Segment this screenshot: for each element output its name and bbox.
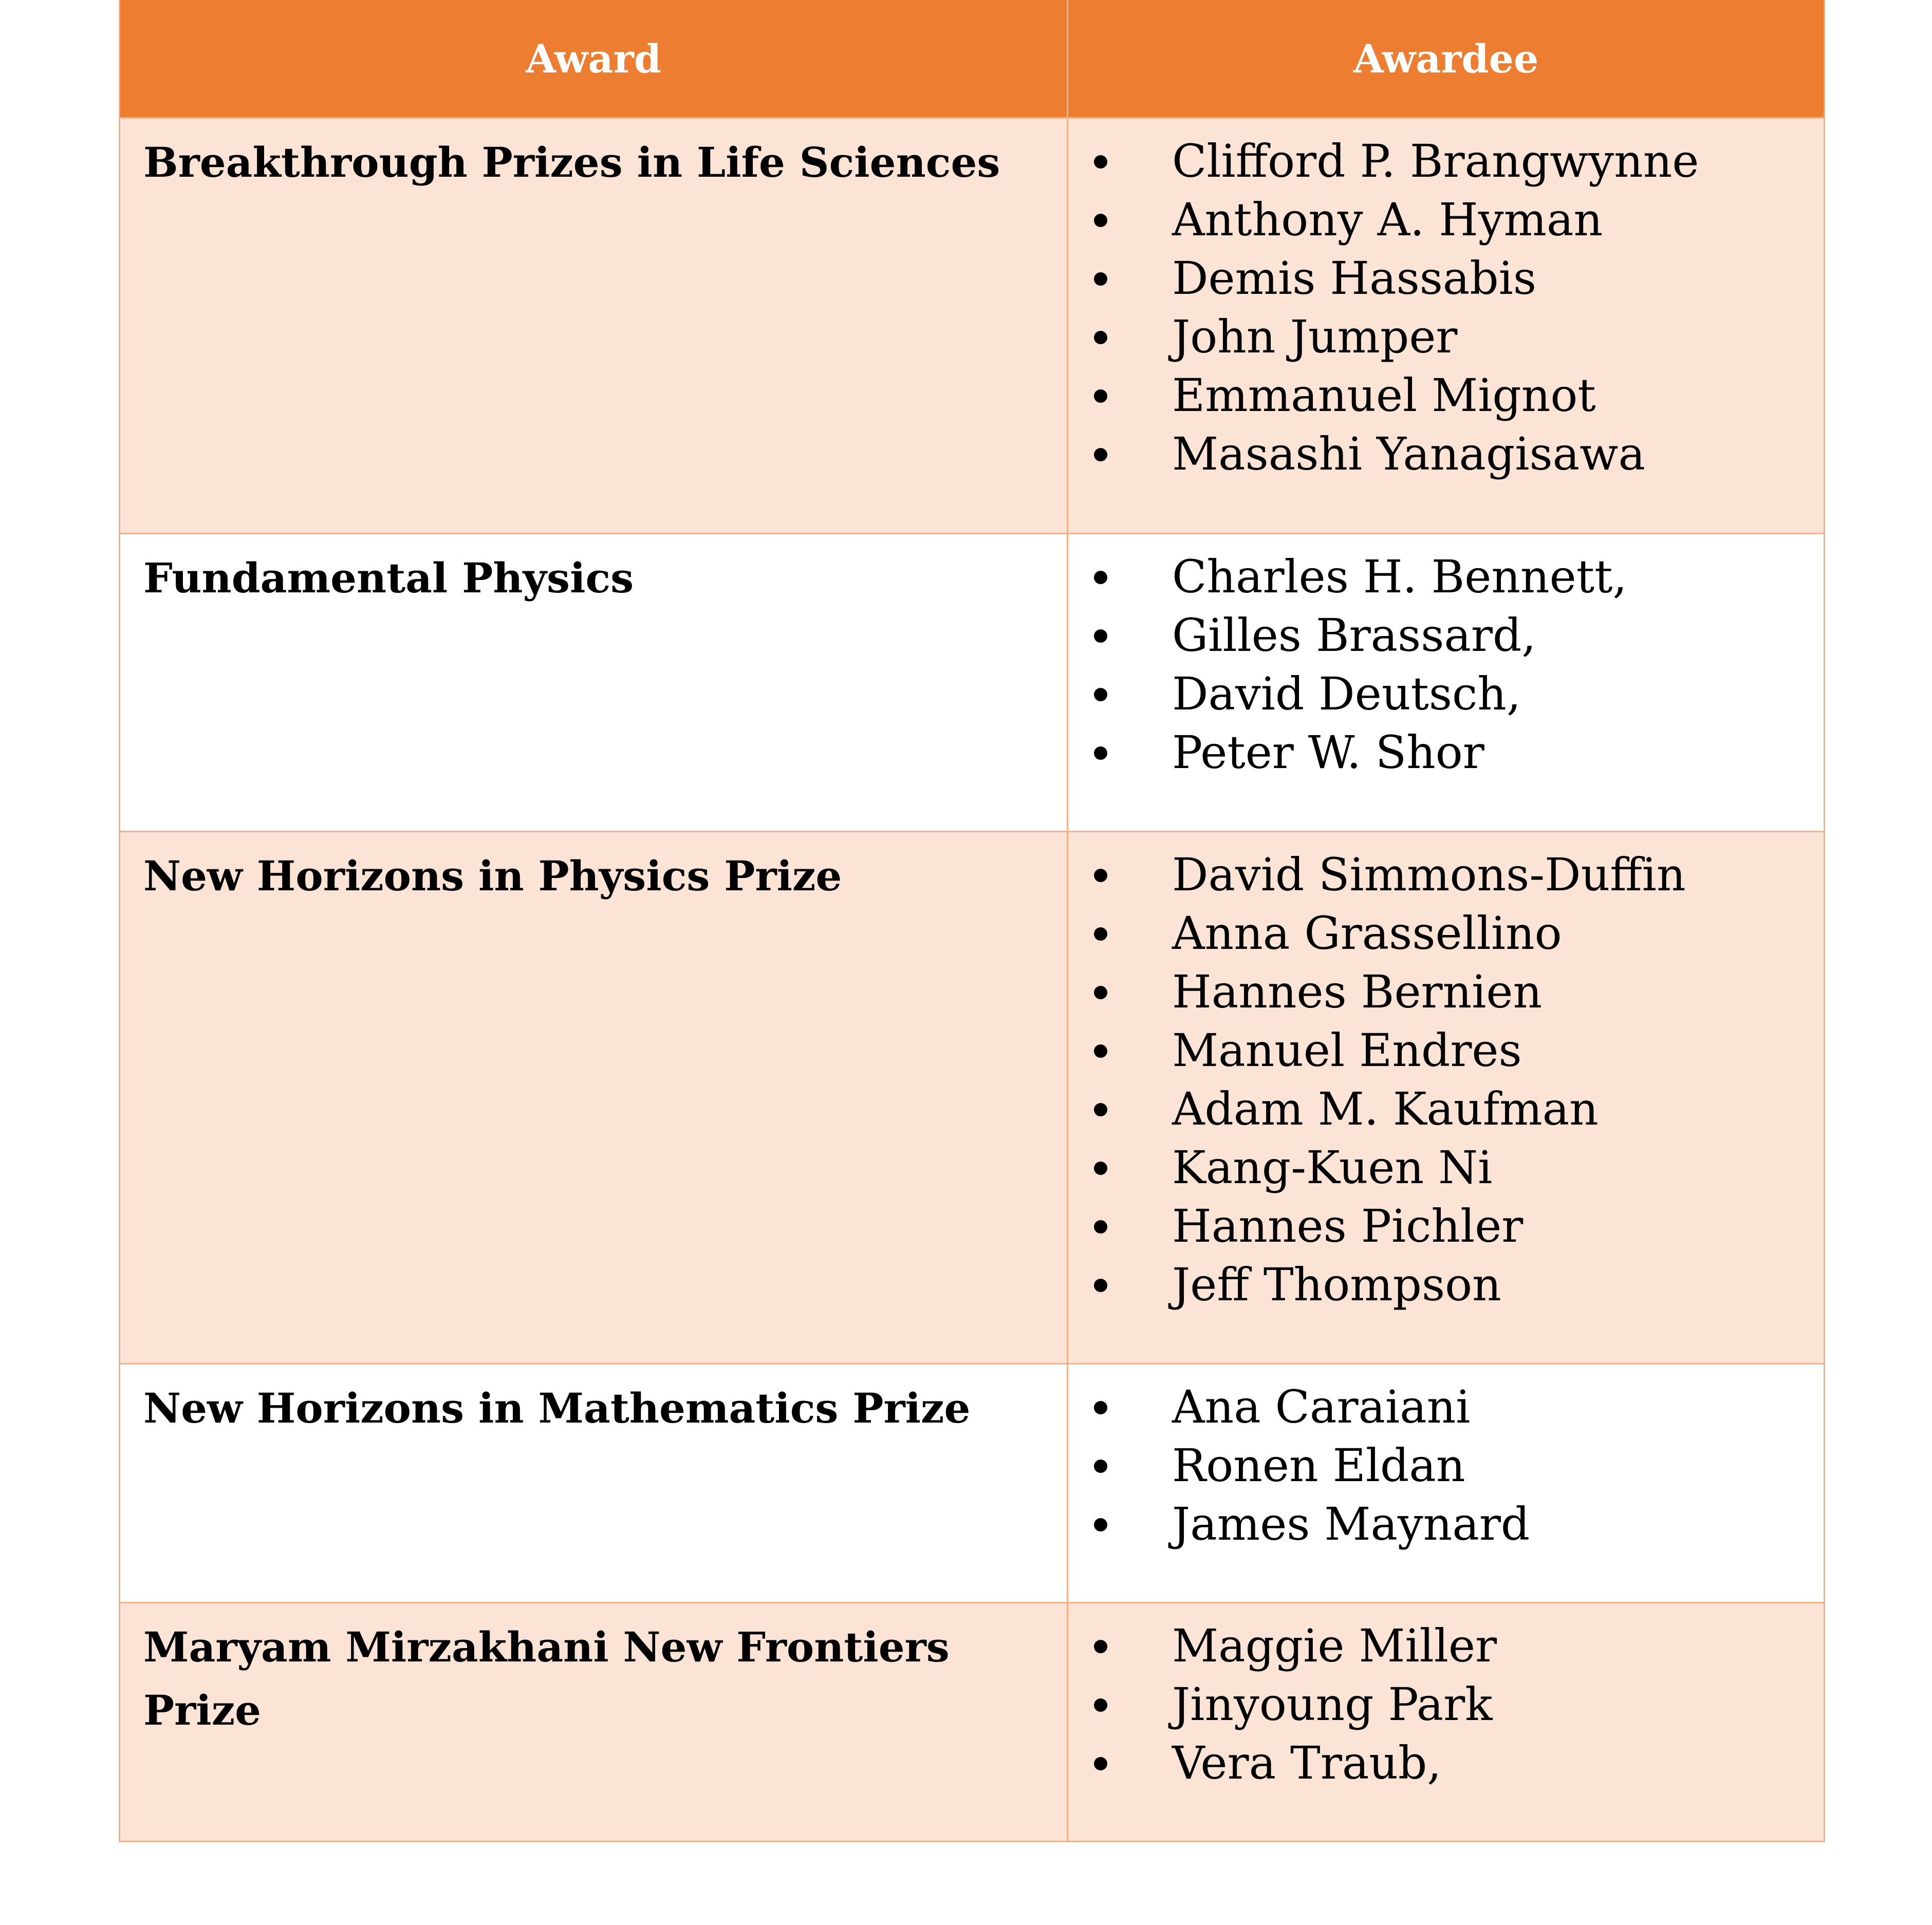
bullet-icon [1094, 1103, 1107, 1116]
awardee-name: Ronen Eldan [1172, 1439, 1465, 1492]
awardee-name: David Deutsch, [1172, 667, 1521, 720]
bullet-icon [1094, 927, 1107, 941]
awardee-cell [1068, 1364, 1825, 1603]
awardee-item [1068, 1734, 1824, 1792]
awardee-item [1068, 1617, 1824, 1675]
award-name: New Horizons in Mathematics Prize [143, 1384, 971, 1432]
award-cell [120, 118, 1068, 534]
awardee-list [1068, 1365, 1824, 1554]
awardee-name: Jinyoung Park [1172, 1678, 1493, 1731]
award-name: Fundamental Physics [143, 554, 634, 602]
awardee-item [1068, 1138, 1824, 1197]
award-cell [120, 1364, 1068, 1603]
awardee-item [1068, 665, 1824, 723]
awardee-item [1068, 1256, 1824, 1314]
bullet-icon [1094, 1518, 1107, 1531]
awardee-item [1068, 1436, 1824, 1495]
awardee-name: Charles H. Bennett, [1172, 550, 1627, 603]
awardee-item [1068, 191, 1824, 249]
bullet-icon [1094, 331, 1107, 344]
awardee-name: David Simmons-Duffin [1172, 848, 1686, 901]
awardee-item [1068, 1378, 1824, 1436]
table-row [120, 118, 1825, 534]
awardee-name: John Jumper [1172, 310, 1458, 363]
awardee-item [1068, 132, 1824, 191]
awardee-list [1068, 534, 1824, 782]
bullet-icon [1094, 214, 1107, 227]
table-row [120, 1603, 1825, 1842]
awardee-name: Anna Grassellino [1172, 907, 1562, 960]
awardee-name: Vera Traub, [1172, 1736, 1442, 1789]
bullet-icon [1094, 272, 1107, 286]
bullet-icon [1094, 1044, 1107, 1058]
awardee-item [1068, 1197, 1824, 1256]
award-name: Maryam Mirzakhani New Frontiers Prize [143, 1623, 950, 1734]
awardee-name: James Maynard [1172, 1498, 1530, 1550]
awardee-column-header: Awardee [1068, 0, 1825, 118]
awardee-name: Hannes Bernien [1172, 965, 1543, 1018]
bullet-icon [1094, 746, 1107, 760]
bullet-icon [1094, 1279, 1107, 1292]
award-name: New Horizons in Physics Prize [143, 852, 842, 900]
awardee-item [1068, 723, 1824, 782]
awardee-cell [1068, 118, 1825, 534]
award-cell [120, 1603, 1068, 1842]
award-cell [120, 534, 1068, 832]
bullet-icon [1094, 1162, 1107, 1175]
award-cell [120, 832, 1068, 1364]
awardee-cell [1068, 832, 1825, 1364]
awardee-item [1068, 1021, 1824, 1080]
awardee-item [1068, 308, 1824, 366]
bullet-icon [1094, 1401, 1107, 1414]
bullet-icon [1094, 986, 1107, 999]
awardee-name: Ana Caraiani [1172, 1380, 1471, 1433]
awardee-name: Anthony A. Hyman [1172, 193, 1603, 246]
awardee-list [1068, 1603, 1824, 1792]
awardee-name: Kang-Kuen Ni [1172, 1141, 1493, 1194]
awardee-item [1068, 1495, 1824, 1554]
bullet-icon [1094, 688, 1107, 701]
awardee-name: Gilles Brassard, [1172, 609, 1536, 662]
bullet-icon [1094, 1460, 1107, 1473]
awardee-item [1068, 366, 1824, 425]
awardee-name: Peter W. Shor [1172, 726, 1484, 779]
awardee-list [1068, 832, 1824, 1314]
awardee-cell [1068, 1603, 1825, 1842]
awardee-item [1068, 963, 1824, 1021]
header-row [120, 0, 1825, 118]
bullet-icon [1094, 1640, 1107, 1653]
awardee-name: Demis Hassabis [1172, 252, 1536, 305]
award-name: Breakthrough Prizes in Life Sciences [143, 138, 1000, 186]
awardee-name: Clifford P. Brangwynne [1172, 135, 1699, 188]
bullet-icon [1094, 1757, 1107, 1770]
bullet-icon [1094, 1220, 1107, 1234]
awardee-item [1068, 1080, 1824, 1138]
bullet-icon [1094, 448, 1107, 461]
awardee-item [1068, 425, 1824, 483]
awardee-item [1068, 1675, 1824, 1734]
awardee-item [1068, 606, 1824, 665]
awardee-name: Manuel Endres [1172, 1024, 1522, 1077]
bullet-icon [1094, 1698, 1107, 1712]
bullet-icon [1094, 571, 1107, 584]
bullet-icon [1094, 155, 1107, 169]
awardee-item [1068, 548, 1824, 606]
awards-table [119, 0, 1825, 1842]
awardee-name: Hannes Pichler [1172, 1200, 1524, 1253]
bullet-icon [1094, 629, 1107, 643]
awardee-cell [1068, 534, 1825, 832]
table-row [120, 832, 1825, 1364]
awardee-item [1068, 249, 1824, 308]
awardee-item [1068, 904, 1824, 963]
bullet-icon [1094, 869, 1107, 882]
awardee-name: Jeff Thompson [1172, 1258, 1501, 1311]
awardee-item [1068, 846, 1824, 904]
award-column-header: Award [120, 0, 1068, 118]
awardee-name: Maggie Miller [1172, 1619, 1497, 1672]
awardee-name: Masashi Yanagisawa [1172, 427, 1645, 480]
table-row [120, 1364, 1825, 1603]
table-row [120, 534, 1825, 832]
awardee-name: Emmanuel Mignot [1172, 369, 1596, 422]
awardee-list [1068, 119, 1824, 483]
awardee-name: Adam M. Kaufman [1172, 1082, 1599, 1135]
bullet-icon [1094, 389, 1107, 403]
